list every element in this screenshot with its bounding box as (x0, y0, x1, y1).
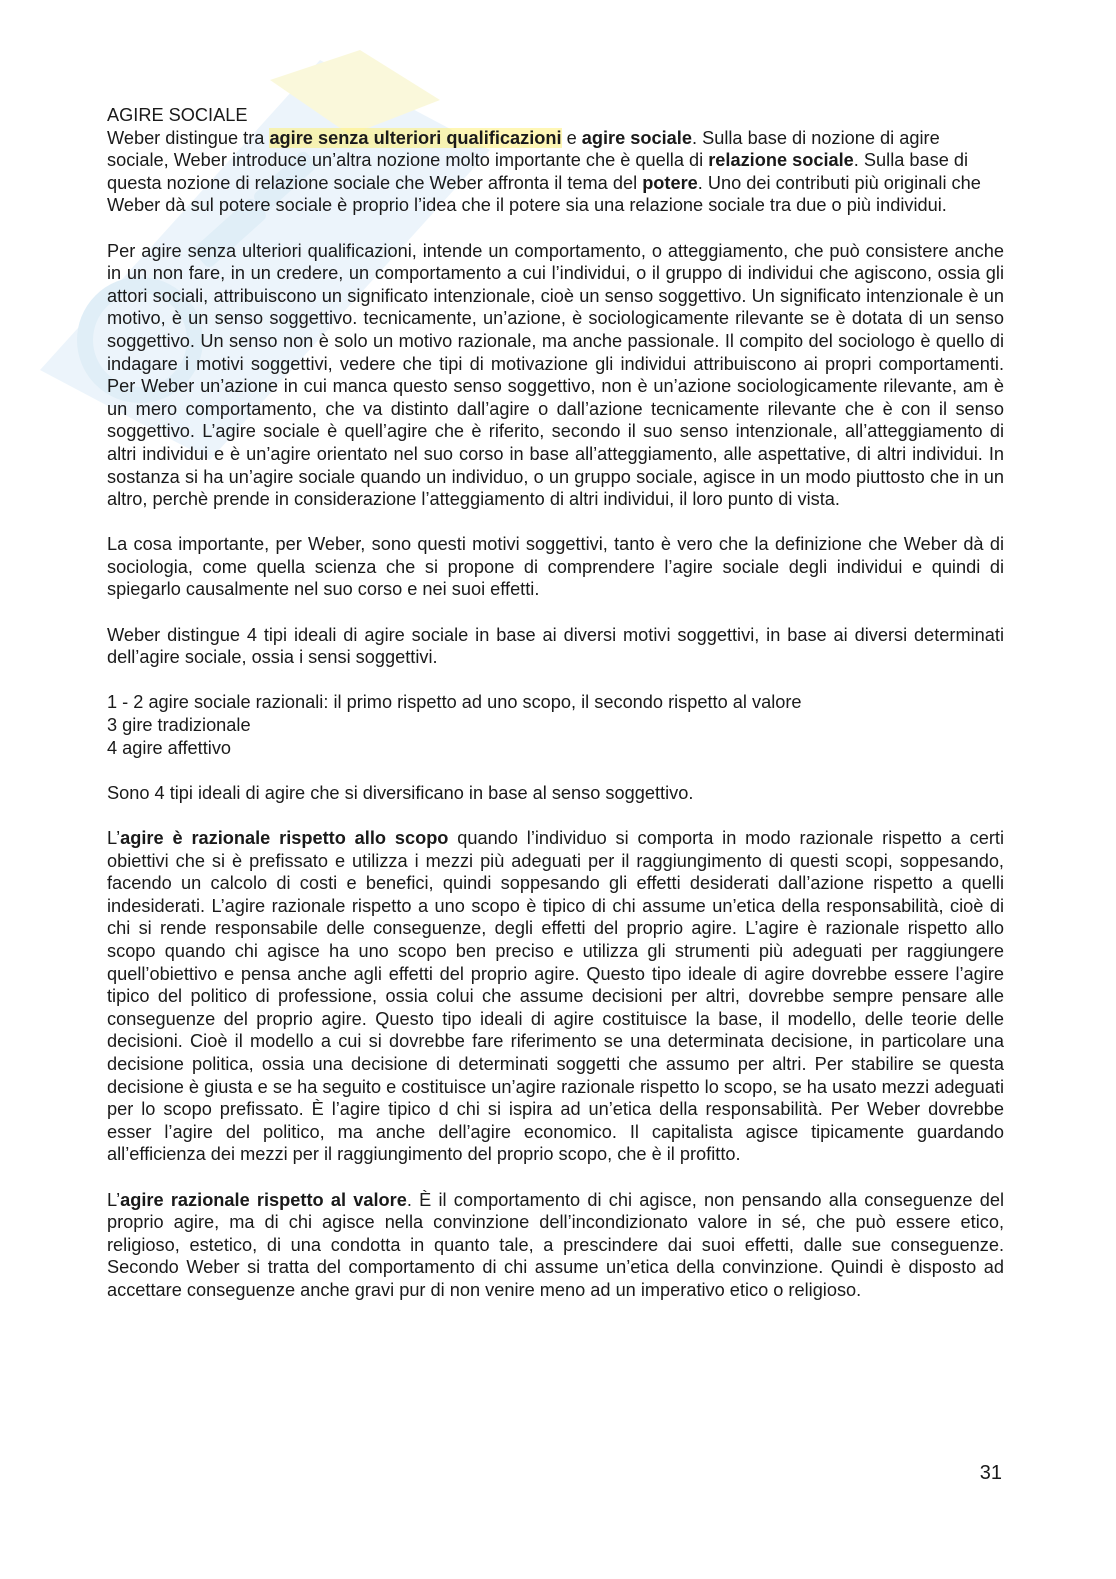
p7-bold-term: agire razionale rispetto al valore (120, 1189, 407, 1210)
document-page (107, 104, 1004, 1324)
page-number: 31 (979, 1462, 1002, 1484)
paragraph-razionale-scopo (107, 827, 1004, 1166)
p7-text-2: . È il comportamento di chi agisce, non pensando alla conseguenze del proprio agire, ma di chi agisce nella convinzione dell’incondizionato valore in sé, che può essere etico, religioso, estetico, di una condotta in quanto tale, a prescindere dai suoi effetti, dalle sue conseguenze. Secondo Weber si tratta del comportamento di chi assume un’etica della convinzione. Quindi è disposto ad accettare conseguenze anche gravi pur di non venire meno ad un imperativo etico o religioso. (107, 1189, 1004, 1300)
section-title: AGIRE SOCIALE (107, 105, 248, 125)
tipi-list (107, 691, 1004, 759)
list-item: 4 agire affettivo (107, 737, 232, 758)
p1-bold-agire-sociale: agire sociale (581, 127, 692, 148)
section-title-paragraph (107, 104, 1004, 217)
p1-text-1: Weber distingue tra (107, 127, 270, 148)
list-item: 3 gire tradizionale (107, 715, 251, 736)
p6-text-2: quando l’individuo si comporta in modo razionale rispetto a certi obiettivi che si è prefissato e utilizza i mezzi più adeguati per il raggiungimento di questi scopi, soppesando, facendo un calcolo di costi e benefici, quindi soppesando gli effetti desiderati dall’azione rispetto a quelli indesiderati. L’agire razionale rispetto a uno scopo è tipico di chi assume un’etica della responsabilità, cioè di chi si rende responsabile delle conseguenze, degli effetti del proprio agire. L’agire è razionale rispetto allo scopo quando chi agisce ha uno scopo ben preciso e utilizza gli strumenti più adeguati per raggiungere quell’obiettivo e pensa anche agli effetti del proprio agire. Questo tipo ideale di agire dovrebbe essere l’agire tipico del politico di professione, ossia colui che assume decisioni per altri, dovrebbe sempre pensare alle conseguenze del proprio agire. Questo tipo ideali di agire costituisce la base, il modello, delle teorie delle decisioni. Cioè il modello a cui si dovrebbe fare riferimento se una determinata decisione, in particolare una decisione politica, ossia una decisione di determinati soggetti che assumo per altri. Per stabilire se questa decisione è giusta e se ha seguito e costituisce un’agire razionale rispetto lo scopo, se ha usato mezzi adeguati per lo scopo prefissato. È l’agire tipico d chi si ispira ad un’etica della responsabilità. Per Weber dovrebbe esser l’agire del politico, ma anche dell’agire economico. Il capitalista agisce tipicamente guardando all’efficienza dei mezzi per il raggiungimento del proprio scopo, che è il profitto. (107, 828, 1004, 1165)
p7-text-1: L’ (107, 1189, 121, 1210)
list-item: 1 - 2 agire sociale razionali: il primo rispetto ad uno scopo, il secondo rispetto al valore (107, 692, 802, 713)
p1-text-3: . Sulla base di nozione di agire sociale, Weber introduce un’altra nozione molto importante che è quella di (107, 127, 940, 171)
p6-bold-term: agire è razionale rispetto allo scopo (120, 828, 449, 848)
p1-text-2: e (561, 127, 582, 148)
paragraph-motivi-soggettivi: La cosa importante, per Weber, sono questi motivi soggettivi, tanto è vero che la definizione che Weber dà di sociologia, come quella scienza che si propone di comprendere l’agire sociale degli individui e quindi di spiegarlo causalmente nel suo corso e nei suoi effetti. (107, 534, 1004, 600)
paragraph-agire-senza-qualificazioni: Per agire senza ulteriori qualificazioni, intende un comportamento, o atteggiamento, che può consistere anche in un non fare, in un credere, un comportamento a cui l’individui, o il gruppo di individui che agiscono, ossia gli attori sociali, attribuiscono un significato intenzionale, cioè un senso soggettivo. Un significato intenzionale è un motivo, è un senso soggettivo. tecnicamente, un’azione, è sociologicamente rilevante se è dotata di un senso soggettivo. Un senso non è solo un motivo razionale, ma anche passionale. Il compito del sociologo è quello di indagare i motivi soggettivi, vedere che tipi di motivazione gli individui attribuiscono ai propri comportamenti. Per Weber un’azione in cui manca questo senso soggettivo, non è un’azione sociologicamente rilevante, am è un mero comportamento, che va distinto dall’agire o dall’azione tecnicamente rilevante che è con il senso soggettivo. L’agire sociale è quell’agire che è riferito, secondo il suo senso intenzionale, all’atteggiamento di altri individui e è un’agire orientato nel suo corso in base all’atteggiamento, alle aspettative, di altri individui. In sostanza si ha un’agire sociale quando un individuo, o un gruppo sociale, agisce in un modo piuttosto che in un altro, perchè prende in considerazione l’atteggiamento di altri individui, il loro punto di vista. (107, 240, 1004, 510)
p1-text-5: . Uno dei contributi più originali che Weber dà sul potere sociale è proprio l’idea che il potere sia una relazione sociale tra due o più individui. (107, 172, 981, 216)
p1-bold-potere: potere (642, 172, 698, 193)
p1-bold-agire-senza: agire senza ulteriori qualificazioni (269, 127, 562, 148)
paragraph-razionale-valore (107, 1189, 1004, 1302)
p1-bold-relazione-sociale: relazione sociale (708, 150, 854, 171)
p6-text-1: L’ (107, 828, 121, 848)
p1-text-4: . Sulla base di questa nozione di relazione sociale che Weber affronta il tema del (107, 150, 969, 193)
paragraph-tipi-ideali: Weber distingue 4 tipi ideali di agire sociale in base ai diversi motivi soggettivi, in base ai diversi determinati dell’agire sociale, ossia i sensi soggettivi. (107, 624, 1004, 668)
paragraph-summary: Sono 4 tipi ideali di agire che si diversificano in base al senso soggettivo. (107, 782, 694, 803)
